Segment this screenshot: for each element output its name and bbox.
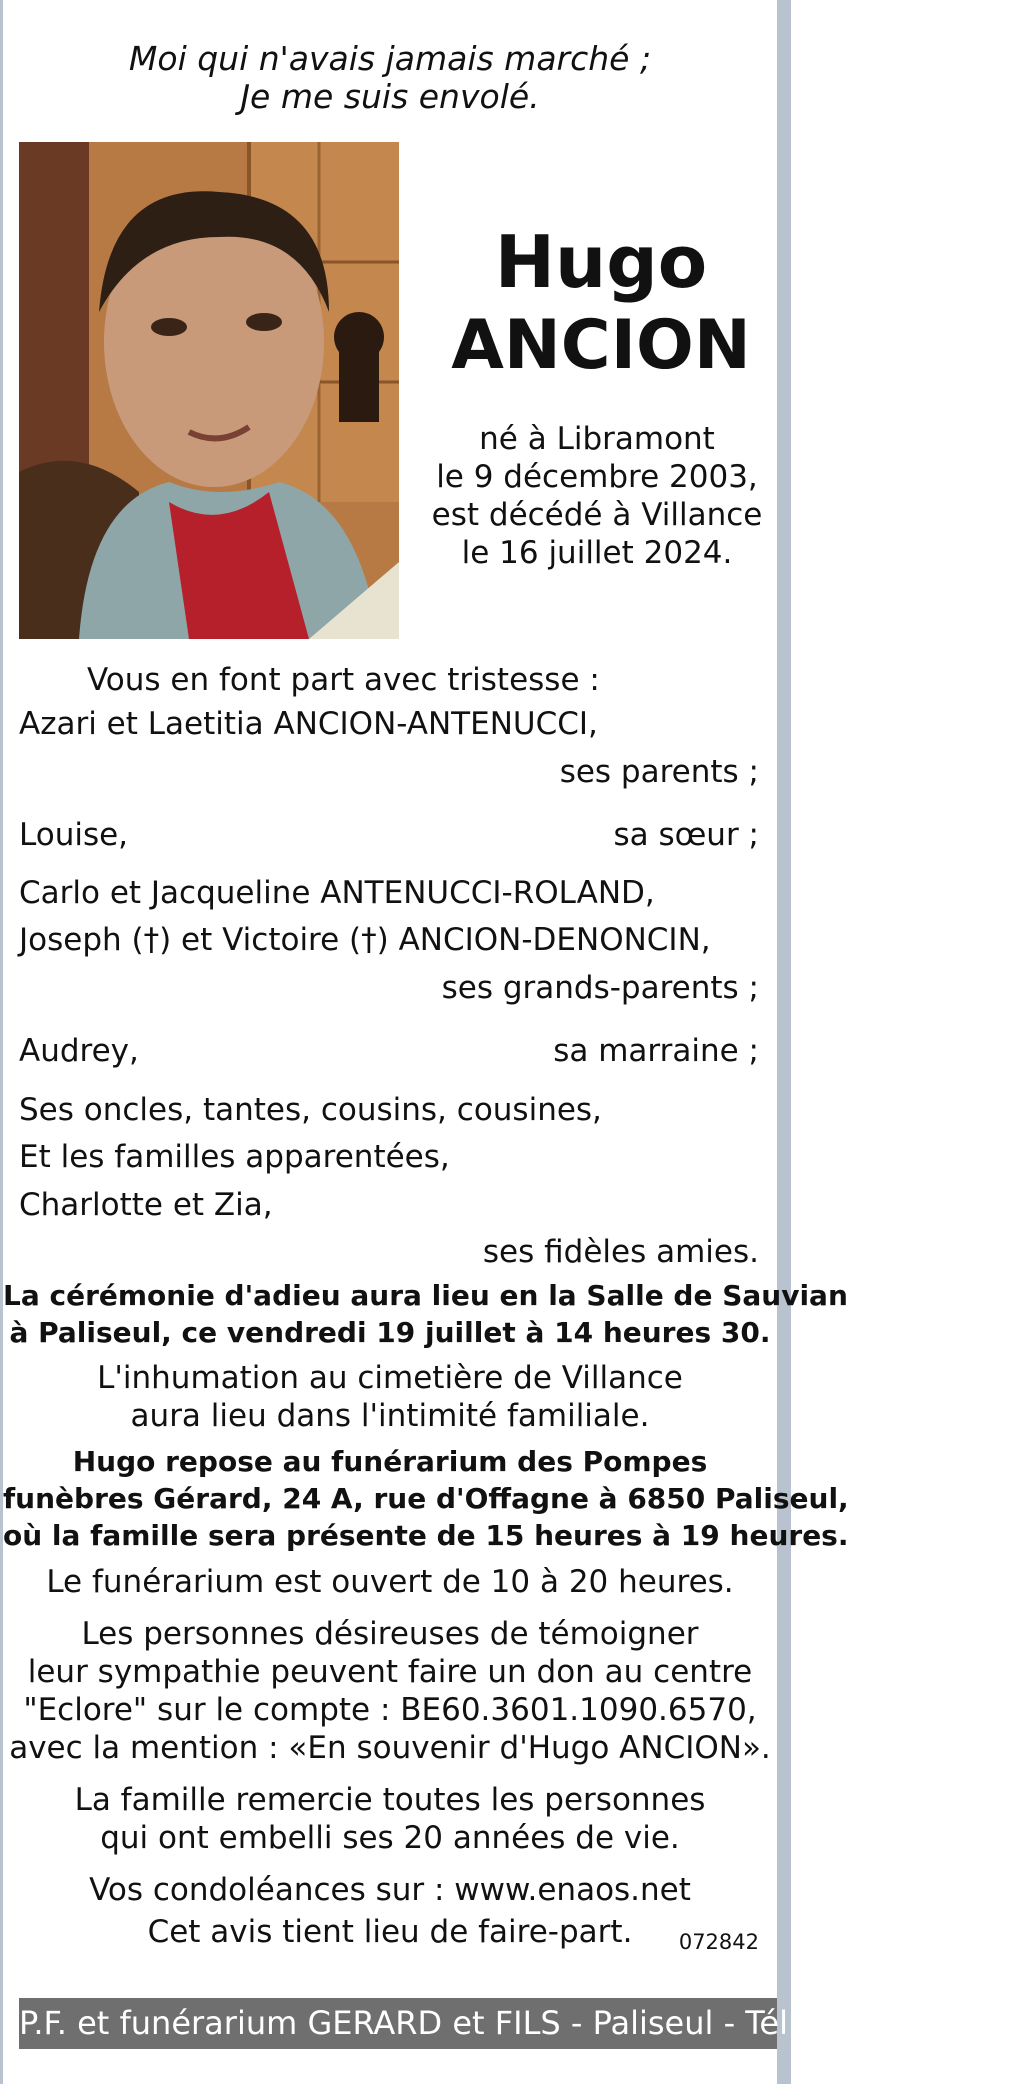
portrait-image	[19, 142, 399, 639]
grandparents-line: Carlo et Jacqueline ANTENUCCI-ROLAND,	[19, 875, 655, 911]
repose-line: où la famille sera présente de 15 heures à 19 heures.	[3, 1519, 849, 1552]
donation-line: leur sympathie peuvent faire un don au centre	[27, 1654, 753, 1690]
first-name: Hugo	[494, 220, 708, 304]
thanks-line: La famille remercie toutes les personnes	[74, 1782, 706, 1818]
footer-banner: P.F. et funérarium GERARD et FILS - Paliseul - Tél. 061 53 32 84	[19, 1998, 777, 2049]
birth-line: né à Libramont	[479, 421, 715, 457]
sister-role: sa sœur ;	[613, 817, 759, 853]
epigraph	[3, 40, 777, 116]
condolences-link[interactable]: Vos condoléances sur : www.enaos.net	[89, 1872, 691, 1908]
donation-line: avec la mention : «En souvenir d'Hugo ANCION».	[9, 1730, 771, 1766]
relatives-line: Et les familles apparentées,	[19, 1139, 450, 1175]
burial-line: L'inhumation au cimetière de Villance	[97, 1360, 683, 1396]
grandparents-role: ses grands-parents ;	[441, 970, 759, 1006]
birth-line: le 16 juillet 2024.	[461, 535, 733, 571]
ceremony-line: à Paliseul, ce vendredi 19 juillet à 14 heures 30.	[9, 1316, 771, 1349]
epigraph-line: Je me suis envolé.	[240, 77, 540, 116]
birth-line: est décédé à Villance	[431, 497, 763, 533]
godmother-role: sa marraine ;	[553, 1033, 759, 1069]
birth-death-info	[413, 420, 781, 572]
donation-line: Les personnes désireuses de témoigner	[81, 1616, 699, 1652]
portrait-photo	[19, 142, 399, 639]
ceremony-line: La cérémonie d'adieu aura lieu en la Salle de Sauvian	[3, 1279, 848, 1312]
friends-role: ses fidèles amies.	[482, 1234, 759, 1270]
thanks-line: qui ont embelli ses 20 années de vie.	[100, 1820, 680, 1856]
epigraph-line: Moi qui n'avais jamais marché ;	[128, 39, 652, 78]
reference-number: 072842	[678, 1930, 759, 1954]
repose-line: funèbres Gérard, 24 A, rue d'Offagne à 6850 Paliseul,	[3, 1482, 849, 1515]
parents: Azari et Laetitia ANCION-ANTENUCCI,	[19, 706, 598, 742]
donation-line: "Eclore" sur le compte : BE60.3601.1090.6570,	[23, 1692, 757, 1728]
grandparents-line: Joseph (†) et Victoire (†) ANCION-DENONCIN,	[19, 922, 711, 958]
parents-role: ses parents ;	[559, 754, 759, 790]
friends: Charlotte et Zia,	[19, 1187, 273, 1223]
sister: Louise,	[19, 817, 129, 853]
relatives-line: Ses oncles, tantes, cousins, cousines,	[19, 1092, 602, 1128]
funerarium-hours: Le funérarium est ouvert de 10 à 20 heures.	[46, 1564, 734, 1600]
godmother: Audrey,	[19, 1033, 139, 1069]
repose-line: Hugo repose au funérarium des Pompes	[72, 1445, 708, 1478]
notice-text: Cet avis tient lieu de faire-part.	[147, 1914, 633, 1950]
birth-line: le 9 décembre 2003,	[436, 459, 758, 495]
burial-line: aura lieu dans l'intimité familiale.	[130, 1398, 650, 1434]
family-intro: Vous en font part avec tristesse :	[87, 662, 600, 698]
last-name: ANCION	[451, 306, 751, 385]
